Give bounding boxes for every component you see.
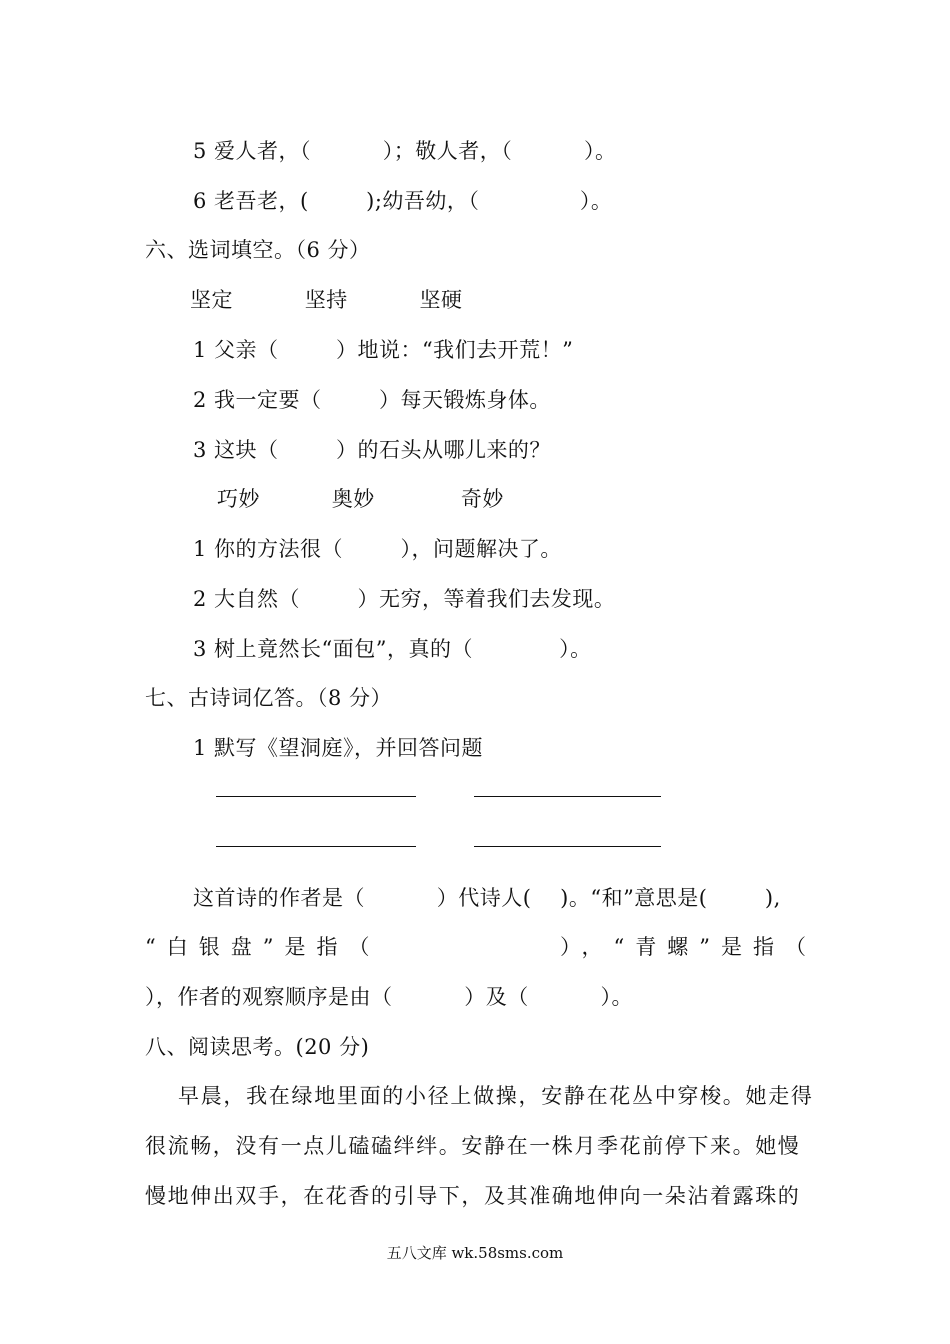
section-7-heading: 七、古诗词亿答。（8 分） [145, 686, 393, 710]
page-footer: 五八文库 wk.58sms.com [386, 1244, 564, 1262]
word-choices-2: 巧妙 奥妙 奇妙 [217, 487, 504, 511]
reading-passage-line: 很流畅，没有一点儿磕磕绊绊。安静在一株月季花前停下来。她慢 [145, 1134, 801, 1158]
quote-line-6: 6 老吾老，( );幼吾幼，（ ）。 [193, 189, 613, 213]
reading-passage-line: 早晨，我在绿地里面的小径上做操，安静在花丛中穿梭。她走得 [178, 1084, 814, 1108]
fill-question-5: 2 大自然（ ）无穷，等着我们去发现。 [193, 587, 616, 611]
answer-blank-line [216, 846, 416, 847]
observation-order-question: ），作者的观察顺序是由（ ）及（ ）。 [145, 985, 634, 1009]
word-choices-1: 坚定 坚持 坚硬 [190, 288, 463, 312]
quote-line-5: 5 爱人者，（ ）；敬人者，（ ）。 [193, 139, 617, 163]
answer-blank-line [474, 796, 661, 797]
fill-question-4: 1 你的方法很（ ），问题解决了。 [193, 537, 562, 561]
poem-meaning-question-part2: ），“青螺”是指（ [560, 935, 817, 959]
fill-question-1: 1 父亲（ ）地说：“我们去开荒！” [193, 338, 574, 362]
reading-passage-line: 慢地伸出双手，在花香的引导下，及其准确地伸向一朵沾着露珠的 [145, 1184, 801, 1208]
fill-question-3: 3 这块（ ）的石头从哪儿来的？ [193, 438, 551, 462]
fill-question-2: 2 我一定要（ ）每天锻炼身体。 [193, 388, 551, 412]
poem-meaning-question-part1: “白银盘”是指（ [145, 935, 381, 959]
section-8-heading: 八、阅读思考。(20 分) [145, 1035, 370, 1059]
poem-author-question: 这首诗的作者是（ ）代诗人( )。“和”意思是( ), [193, 886, 781, 910]
answer-blank-line [216, 796, 416, 797]
poem-question: 1 默写《望洞庭》，并回答问题 [193, 736, 484, 760]
fill-question-6: 3 树上竟然长“面包”，真的（ ）。 [193, 637, 592, 661]
section-6-heading: 六、选词填空。（6 分） [145, 238, 371, 262]
answer-blank-line [474, 846, 661, 847]
